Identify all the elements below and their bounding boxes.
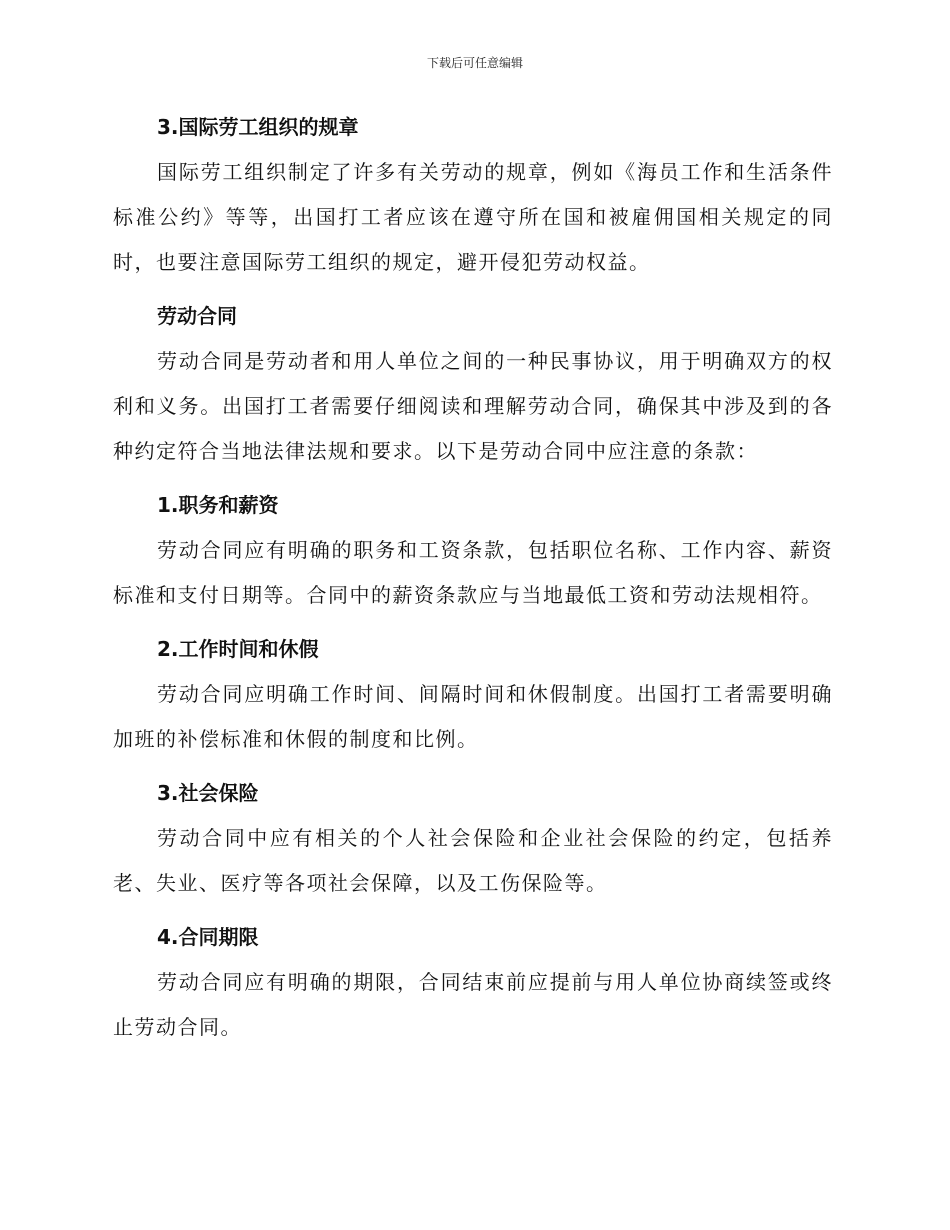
document-body (113, 104, 833, 1058)
section-paragraph: 劳动合同中应有相关的个人社会保险和企业社会保险的约定，包括养老、失业、医疗等各项社会保障，以及工伤保险等。 (113, 826, 833, 895)
section-heading: 劳动合同 (157, 304, 237, 328)
section-paragraph: 劳动合同应明确工作时间、间隔时间和休假制度。出国打工者需要明确加班的补偿标准和休假的制度和比例。 (113, 682, 833, 751)
section-heading: 4.合同期限 (157, 925, 259, 949)
section-heading: 3.社会保险 (157, 781, 259, 805)
header-note: 下载后可任意编辑 (426, 56, 523, 70)
section-heading: 3.国际劳工组织的规章 (157, 115, 359, 139)
section-paragraph: 劳动合同应有明确的职务和工资条款，包括职位名称、工作内容、薪资标准和支付日期等。合同中的薪资条款应与当地最低工资和劳动法规相符。 (113, 538, 833, 607)
section-heading: 2.工作时间和休假 (157, 637, 319, 661)
section-paragraph: 国际劳工组织制定了许多有关劳动的规章，例如《海员工作和生活条件标准公约》等等，出国打工者应该在遵守所在国和被雇佣国相关规定的同时，也要注意国际劳工组织的规定，避开侵犯劳动权益。 (113, 160, 833, 274)
section-paragraph: 劳动合同应有明确的期限，合同结束前应提前与用人单位协商续签或终止劳动合同。 (113, 970, 833, 1039)
section-heading: 1.职务和薪资 (157, 493, 279, 517)
section-paragraph: 劳动合同是劳动者和用人单位之间的一种民事协议，用于明确双方的权利和义务。出国打工者需要仔细阅读和理解劳动合同，确保其中涉及到的各种约定符合当地法律法规和要求。以下是劳动合同中应注意的条款： (113, 349, 833, 463)
